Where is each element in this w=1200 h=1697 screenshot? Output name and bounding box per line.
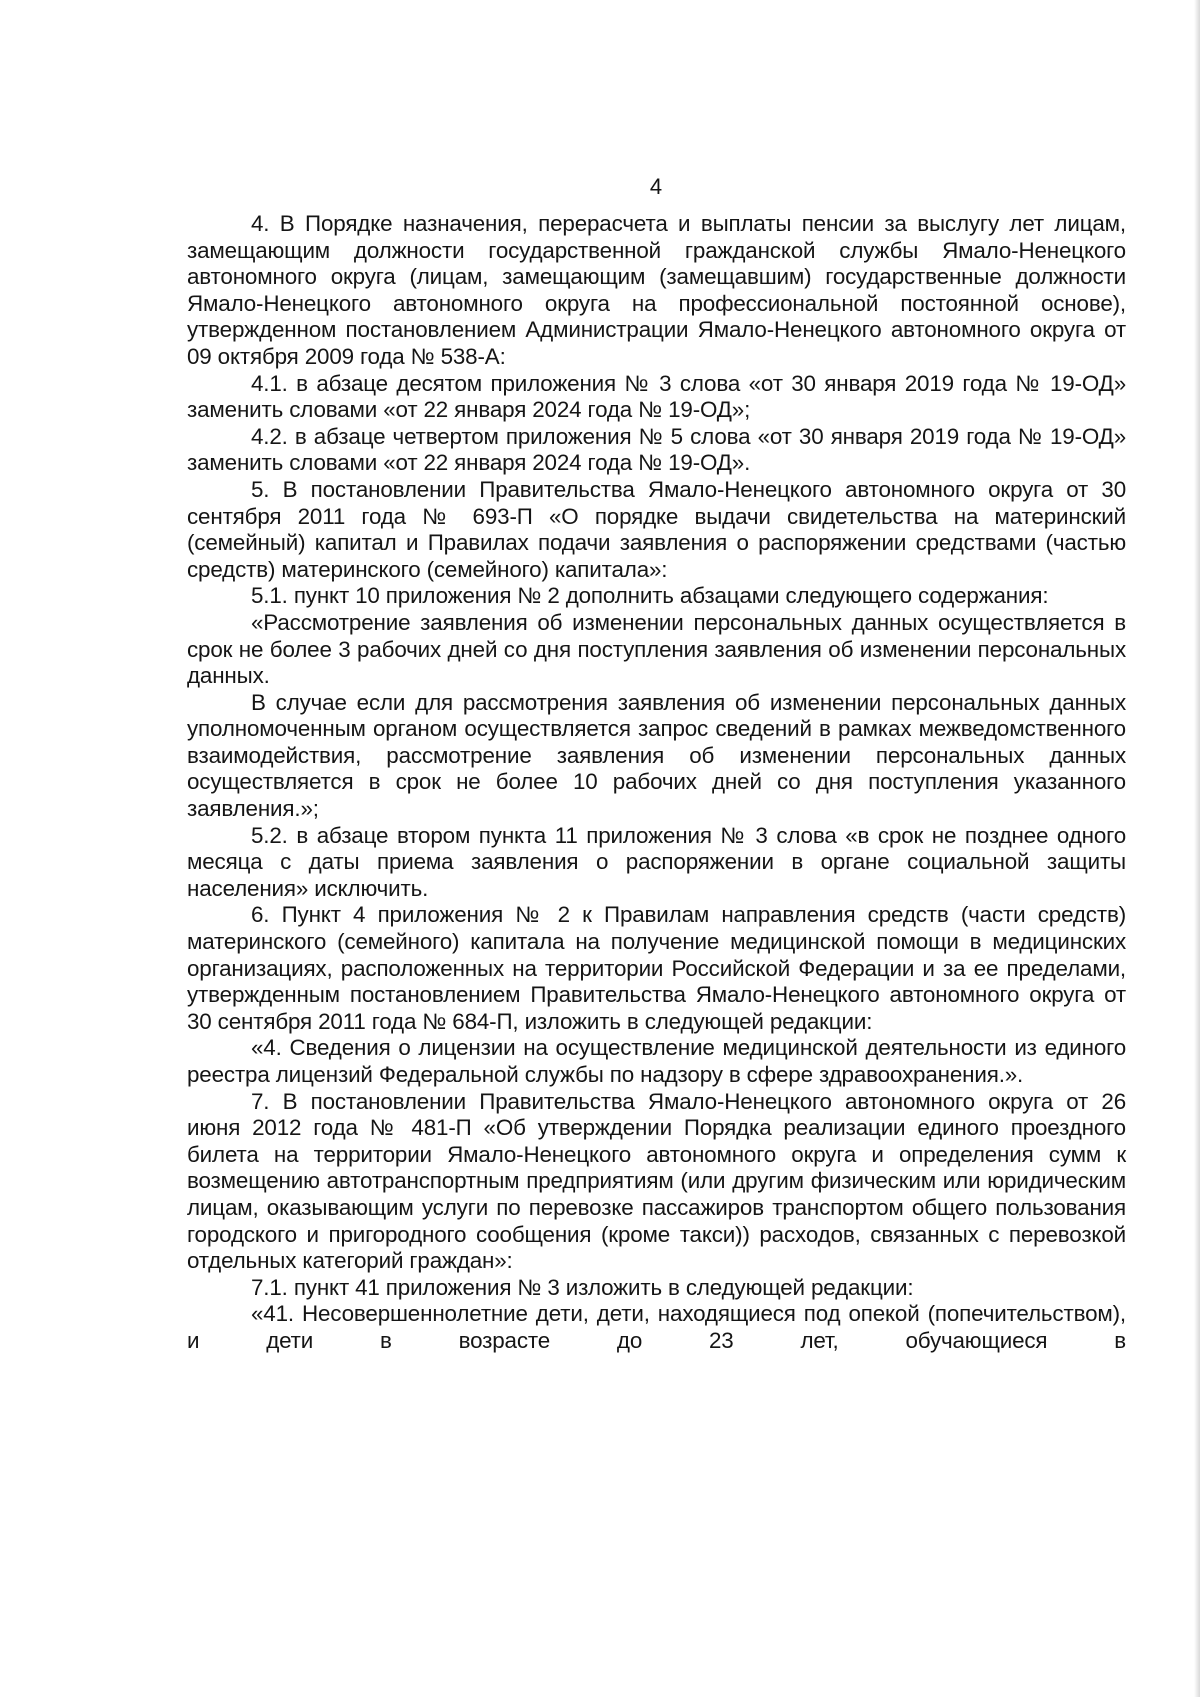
- document-body: [187, 211, 1126, 1355]
- paragraph-7-1-quote: «41. Несовершеннолетние дети, дети, находящиеся под опекой (попечительством), и дети в возрасте до 23 лет, обучающиеся в: [187, 1301, 1126, 1353]
- paragraph-6: 6. Пункт 4 приложения № 2 к Правилам направления средств (части средств) материнского (семейного) капитала на получение медицинской помощи в медицинских организациях, расположенных на территории Российской Федерации и за ее пределами, утвержденным постановлением Правительства Ямало-Ненецкого автономного округа от 30 сентября 2011 года № 684-П, изложить в следующей редакции:: [187, 902, 1126, 1034]
- paragraph-6-quote: «4. Сведения о лицензии на осуществление медицинской деятельности из единого реестра лицензий Федеральной службы по надзору в сфере здравоохранения.».: [187, 1035, 1126, 1087]
- page-edge: [1194, 0, 1200, 1697]
- paragraph-5: 5. В постановлении Правительства Ямало-Ненецкого автономного округа от 30 сентября 2011 года № 693-П «О порядке выдачи свидетельства на материнский (семейный) капитал и Правилах подачи заявления о распоряжении средствами (частью средств) материнского (семейного) капитала»:: [187, 476, 1126, 582]
- paragraph-5-1-quote-1: «Рассмотрение заявления об изменении персональных данных осуществляется в срок не более 3 рабочих дней со дня поступления заявления об изменении персональных данных.: [187, 609, 1126, 689]
- paragraph-4-1: 4.1. в абзаце десятом приложения № 3 слова «от 30 января 2019 года № 19-ОД» заменить словами «от 22 января 2024 года № 19-ОД»;: [187, 370, 1126, 423]
- paragraph-4-2: 4.2. в абзаце четвертом приложения № 5 слова «от 30 января 2019 года № 19-ОД» заменить словами «от 22 января 2024 года № 19-ОД».: [187, 423, 1126, 476]
- paragraph-5-1: 5.1. пункт 10 приложения № 2 дополнить абзацами следующего содержания:: [251, 583, 1049, 609]
- paragraph-4: 4. В Порядке назначения, перерасчета и выплаты пенсии за выслугу лет лицам, замещающим должности государственной гражданской службы Ямало-Ненецкого автономного округа (лицам, замещающим (замещавшим) государственные должности Ямало-Ненецкого автономного округа на профессиональной постоянной основе), утвержденном постановлением Администрации Ямало-Ненецкого автономного округа от 09 октября 2009 года № 538-А:: [187, 211, 1126, 369]
- paragraph-7-1: 7.1. пункт 41 приложения № 3 изложить в следующей редакции:: [251, 1274, 914, 1300]
- paragraph-5-1-quote-2: В случае если для рассмотрения заявления об изменении персональных данных уполномоченным органом осуществляется запрос сведений в рамках межведомственного взаимодействия, рассмотрение заявления об изменении персональных данных осуществляется в срок не более 10 рабочих дней со дня поступления указанного заявления.»;: [187, 689, 1126, 822]
- page-number: 4: [649, 174, 663, 199]
- paragraph-5-2: 5.2. в абзаце втором пункта 11 приложения № 3 слова «в срок не позднее одного месяца с даты приема заявления о распоряжении в органе социальной защиты населения» исключить.: [187, 822, 1126, 901]
- paragraph-7: 7. В постановлении Правительства Ямало-Ненецкого автономного округа от 26 июня 2012 года № 481-П «Об утверждении Порядка реализации единого проездного билета на территории Ямало-Ненецкого автономного округа и определения сумм к возмещению автотранспортным предприятиям (или другим физическим или юридическим лицам, оказывающим услуги по перевозке пассажиров транспортом общего пользования городского и пригородного сообщения (кроме такси)) расходов, связанных с перевозкой отдельных категорий граждан»:: [187, 1088, 1126, 1274]
